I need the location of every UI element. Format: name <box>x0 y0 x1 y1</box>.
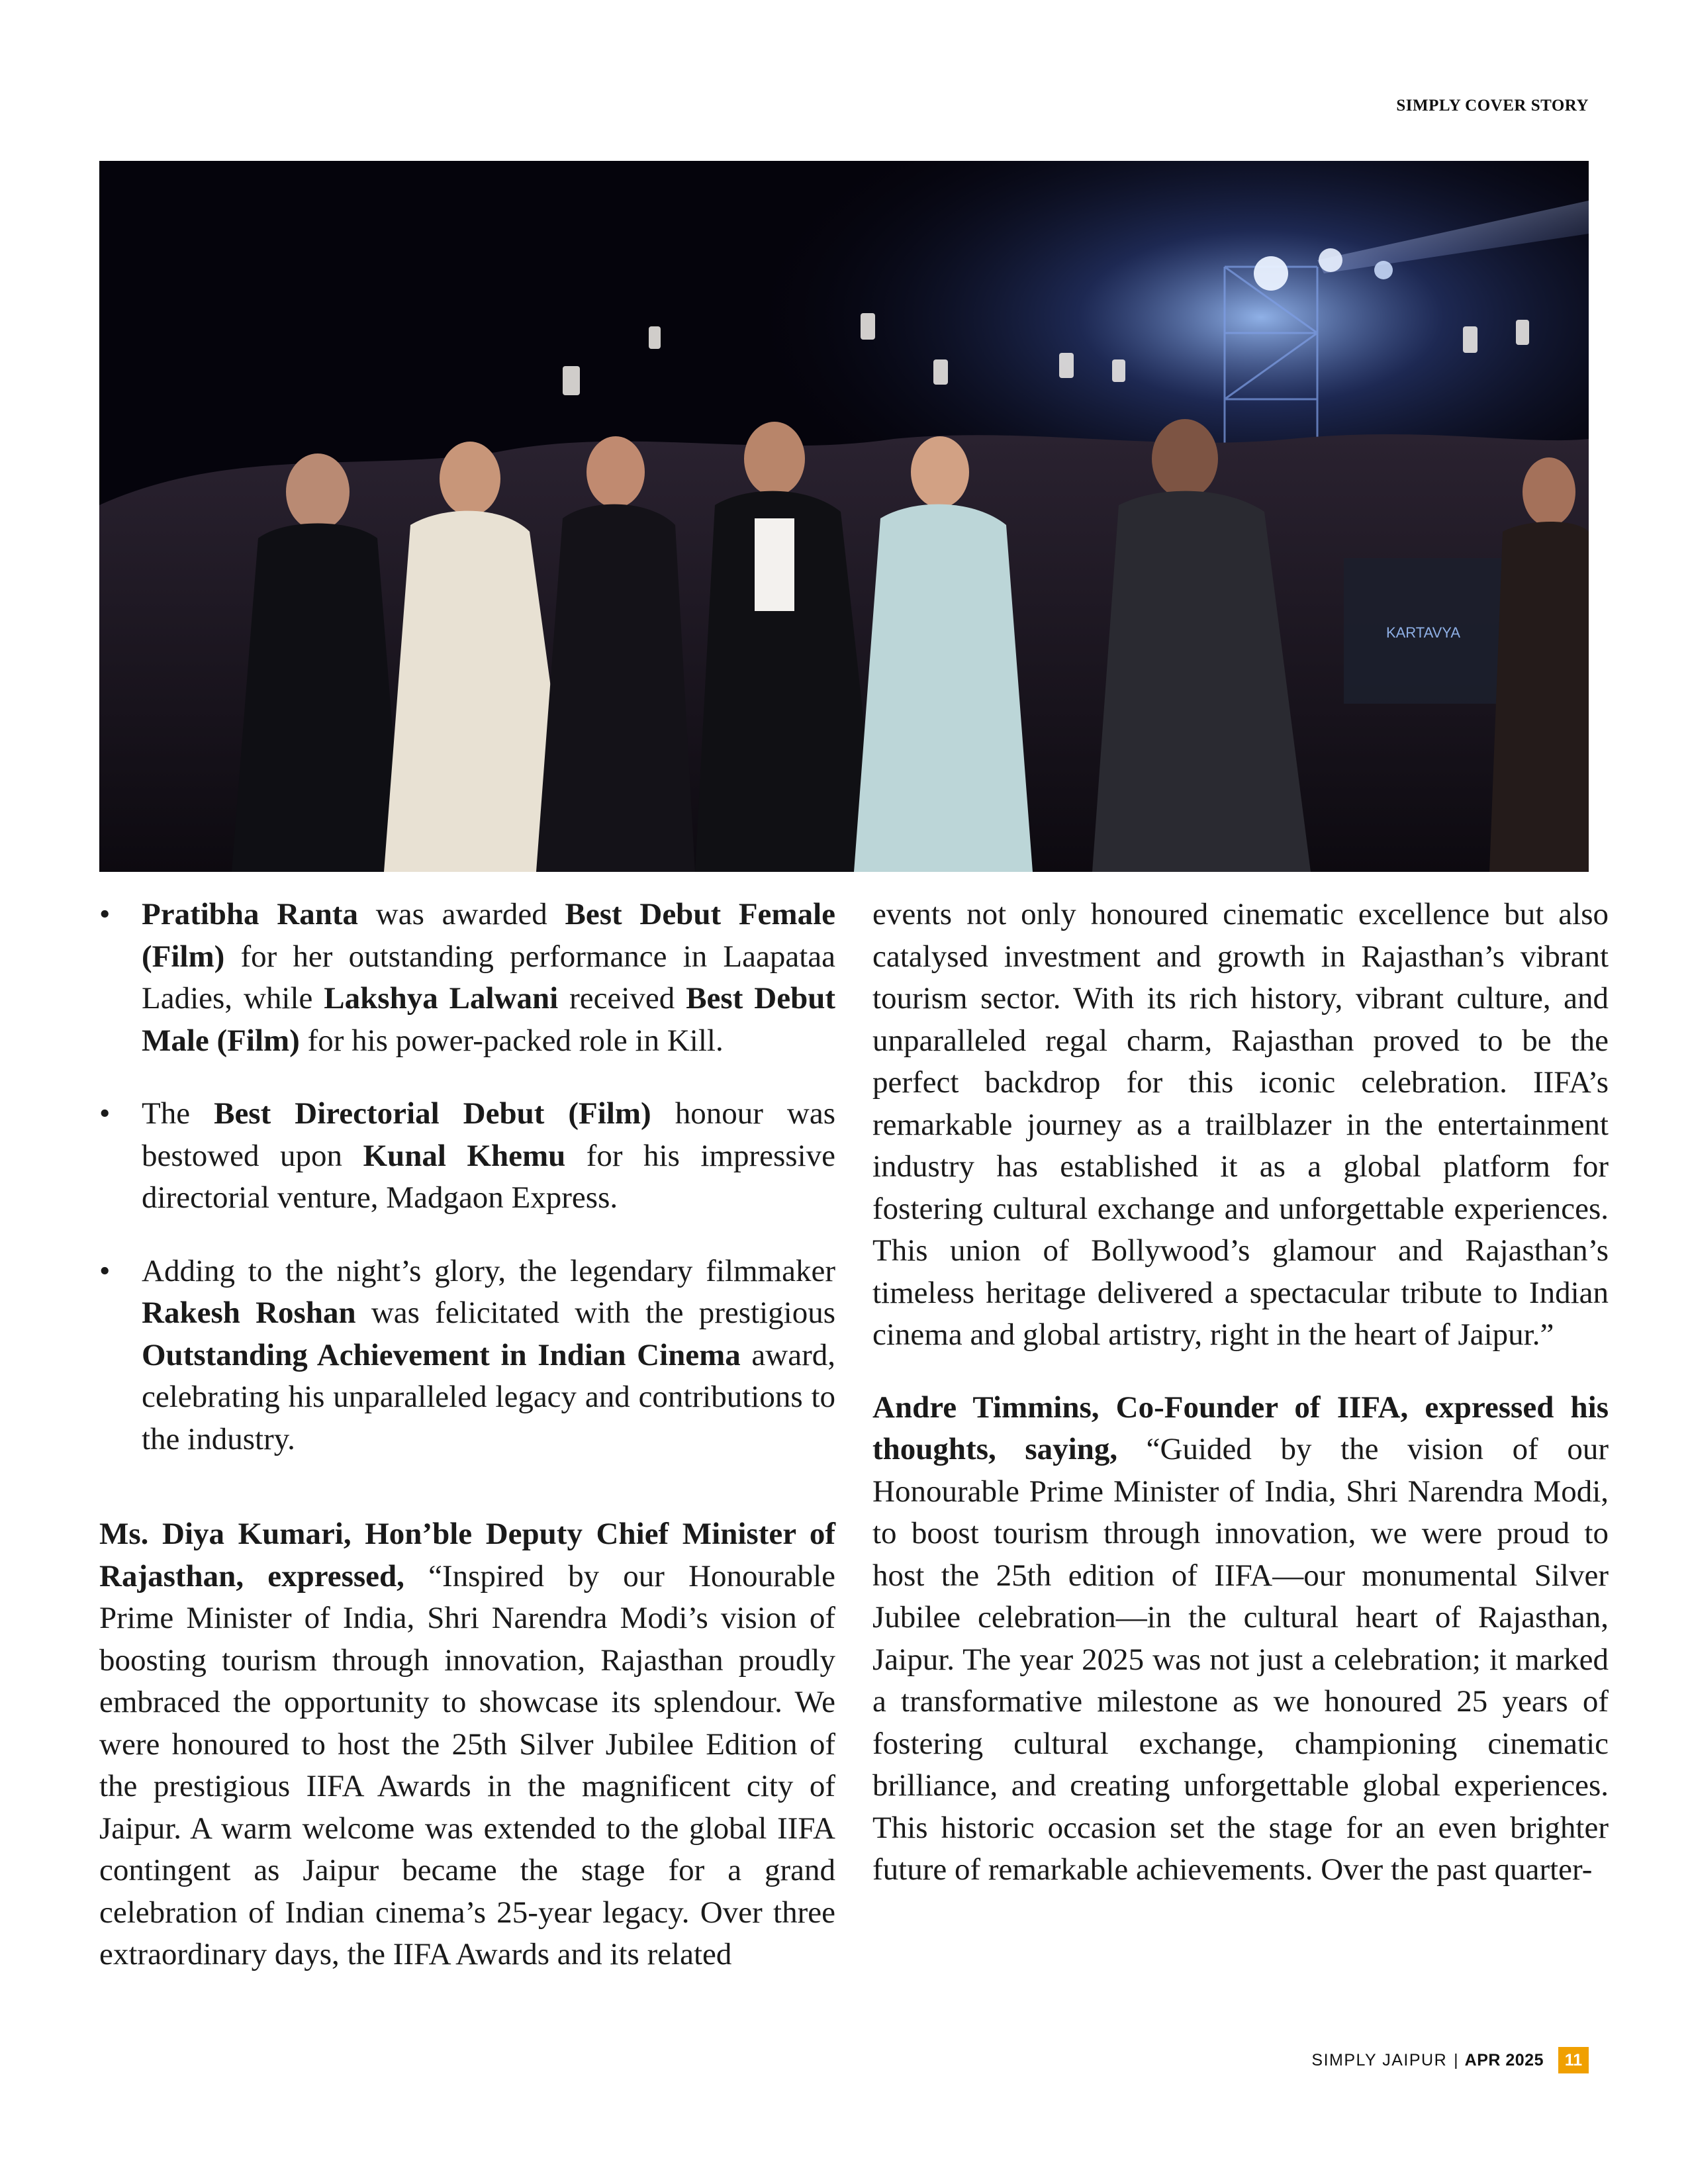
badge-text: KARTAVYA <box>1385 624 1461 641</box>
bullet-text <box>142 1096 835 1215</box>
bullet-icon: • <box>99 1096 111 1131</box>
bold-phrase: Outstanding Achievement in Indian Cinema <box>142 1337 741 1372</box>
quote-body: “Guided by the vision of our Honourable Prime Minister of India, Shri Narendra Modi, to boost tourism through innovation, we were proud to host the 25th edition of IIFA—our monumental Silver Jubilee celebration—in the cultural heart of Rajasthan, Jaipur. The year 2025 was not just a celebration; it marked a transformative milestone as we honoured 25 years of fostering cultural exchange, championing cinematic brilliance, and creating unforgettable global experiences. This historic occasion set the stage for an even brighter future of remarkable achievements. Over the past quarter- <box>872 1432 1609 1887</box>
andre-timmins-quote <box>872 1387 1609 1891</box>
awards-list <box>99 894 835 1460</box>
diya-kumari-quote <box>99 1513 835 1976</box>
bullet-icon: • <box>99 1253 111 1288</box>
text-run: for her outstanding performance in Laapataa Ladies, while <box>142 939 835 1016</box>
bullet-text <box>142 1254 835 1456</box>
text-run: The <box>142 1096 214 1131</box>
left-column <box>99 894 835 1976</box>
text-run: received <box>558 981 686 1016</box>
text-run: award, celebrating his unparalleled legacy and contributions to the industry. <box>142 1337 835 1456</box>
bold-phrase: Lakshya Lalwani <box>324 981 559 1016</box>
list-item <box>99 1093 835 1219</box>
bullet-icon: • <box>99 897 111 931</box>
text-run: for his impressive directorial venture, Madgaon Express. <box>142 1138 836 1215</box>
event-audience-photo <box>99 161 1589 872</box>
bold-phrase: Kunal Khemu <box>363 1138 566 1173</box>
issue-date: APR 2025 <box>1464 2050 1544 2069</box>
quote-speaker: Andre Timmins, Co-Founder of IIFA, expressed his thoughts, saying, <box>872 1390 1609 1466</box>
page-number: 11 <box>1558 2047 1589 2073</box>
page-footer <box>1311 2047 1589 2073</box>
list-item <box>99 1251 835 1461</box>
text-run: was awarded <box>358 897 565 931</box>
quote-speaker: Ms. Diya Kumari, Hon’ble Deputy Chief Minister of Rajasthan, expressed, <box>99 1517 835 1593</box>
right-column <box>872 894 1609 1891</box>
bold-phrase: Pratibha Ranta <box>142 897 359 931</box>
section-label: SIMPLY COVER STORY <box>1396 97 1589 115</box>
magazine-name: SIMPLY JAIPUR <box>1311 2050 1448 2069</box>
text-run: was felicitated with the prestigious <box>355 1296 835 1330</box>
quote-continuation: events not only honoured cinematic excellence but also catalysed investment and growth in Rajasthan’s vibrant tourism sector. With its rich history, vibrant culture, and unparalleled regal charm, Rajasthan proved to be the perfect backdrop for this iconic celebration. IIFA’s remarkable journey as a trailblazer in the entertainment industry has established it as a global platform for fostering cultural exchange and unforgettable experiences. This union of Bollywood’s glamour and Rajasthan’s timeless heritage delivered a spectacular tribute to Indian cinema and global artistry, right in the heart of Jaipur.” <box>872 897 1609 1352</box>
footer-separator: | <box>1454 2050 1458 2069</box>
quote-body: “Inspired by our Honourable Prime Minister of India, Shri Narendra Modi’s vision of boosting tourism through innovation, Rajasthan proudly embraced the opportunity to showcase its splendour. We were honoured to host the 25th Silver Jubilee Edition of the prestigious IIFA Awards in the magnificent city of Jaipur. A warm welcome was extended to the global IIFA contingent as Jaipur became the stage for a grand celebration of Indian cinema’s 25-year legacy. Over three extraordinary days, the IIFA Awards and its related <box>99 1558 835 1971</box>
text-run: for his power-packed role in Kill. <box>299 1023 724 1058</box>
bold-phrase: Rakesh Roshan <box>142 1296 356 1330</box>
text-run: honour was bestowed upon <box>142 1096 835 1173</box>
bullet-text <box>142 897 835 1058</box>
text-run: Adding to the night’s glory, the legendary filmmaker <box>142 1253 835 1288</box>
bold-phrase: Best Debut Female (Film) <box>142 897 835 974</box>
bold-phrase: Best Directorial Debut (Film) <box>214 1096 651 1131</box>
bold-phrase: Best Debut Male (Film) <box>142 981 835 1058</box>
list-item <box>99 894 835 1062</box>
